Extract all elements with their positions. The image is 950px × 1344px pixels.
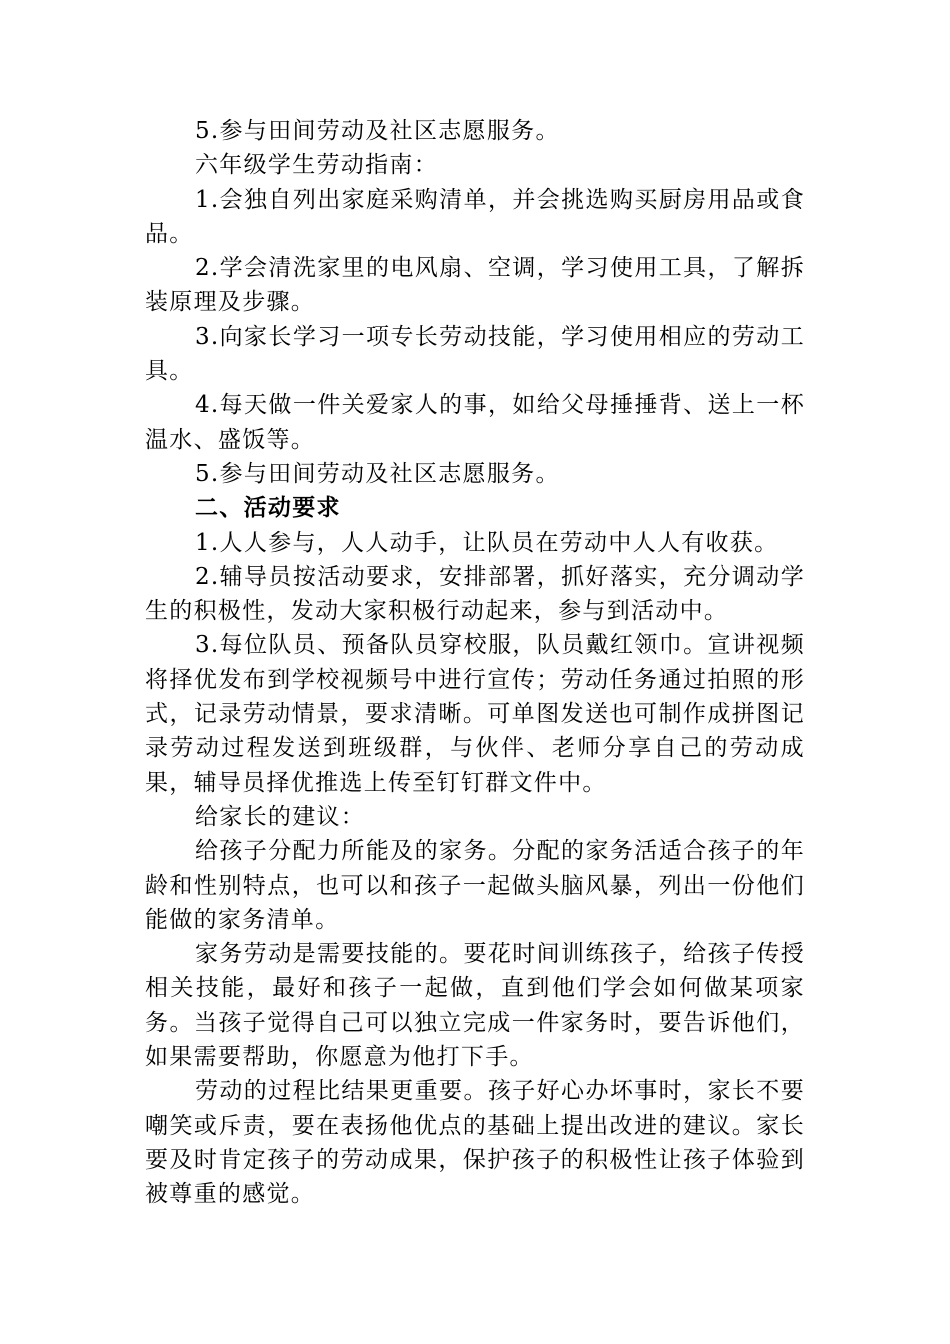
- grade-six-item-3: 3.向家长学习一项专长劳动技能，学习使用相应的劳动工具。: [145, 323, 805, 385]
- requirement-item-2: 2.辅导员按活动要求，安排部署，抓好落实，充分调动学生的积极性，发动大家积极行动起来，参与到活动中。: [145, 563, 805, 625]
- grade-six-item-2: 2.学会清洗家里的电风扇、空调，学习使用工具，了解拆装原理及步骤。: [145, 255, 805, 316]
- requirement-item-1: 1.人人参与，人人动手，让队员在劳动中人人有收获。: [195, 529, 779, 556]
- parent-advice-paragraph-1: 给孩子分配力所能及的家务。分配的家务活适合孩子的年龄和性别特点，也可以和孩子一起做头脑风暴，列出一份他们能做的家务清单。: [145, 838, 805, 933]
- parent-advice-paragraph-2: 家务劳动是需要技能的。要花时间训练孩子，给孩子传授相关技能，最好和孩子一起做，直到他们学会如何做某项家务。当孩子觉得自己可以独立完成一件家务时，要告诉他们，如果需要帮助，你愿意为他打下手。: [145, 941, 805, 1071]
- document-page: [145, 114, 805, 1212]
- paragraph-senior-item-5: 5.参与田间劳动及社区志愿服务。: [195, 118, 560, 144]
- parent-advice-paragraph-3: 劳动的过程比结果更重要。孩子好心办坏事时，家长不要嘲笑或斥责，要在表扬他优点的基础上提出改进的建议。家长要及时肯定孩子的劳动成果，保护孩子的积极性让孩子体验到被尊重的感觉。: [145, 1078, 805, 1208]
- grade-six-item-5: 5.参与田间劳动及社区志愿服务。: [195, 460, 560, 487]
- parent-advice-title: 给家长的建议：: [195, 803, 366, 830]
- grade-six-guide-title: 六年级学生劳动指南：: [195, 152, 438, 179]
- section-heading-activity-requirements: 二、活动要求: [195, 494, 341, 522]
- requirement-item-3: 3.每位队员、预备队员穿校服，队员戴红领巾。宣讲视频将择优发布到学校视频号中进行宣传；劳动任务通过拍照的形式，记录劳动情景，要求清晰。可单图发送也可制作成拼图记录劳动过程发送到班级群，与伙伴、老师分享自己的劳动成果，辅导员择优推选上传至钉钉群文件中。: [145, 632, 805, 796]
- grade-six-item-1: 1.会独自列出家庭采购清单，并会挑选购买厨房用品或食品。: [145, 186, 805, 247]
- grade-six-item-4: 4.每天做一件关爱家人的事，如给父母捶捶背、送上一杯温水、盛饭等。: [145, 392, 805, 453]
